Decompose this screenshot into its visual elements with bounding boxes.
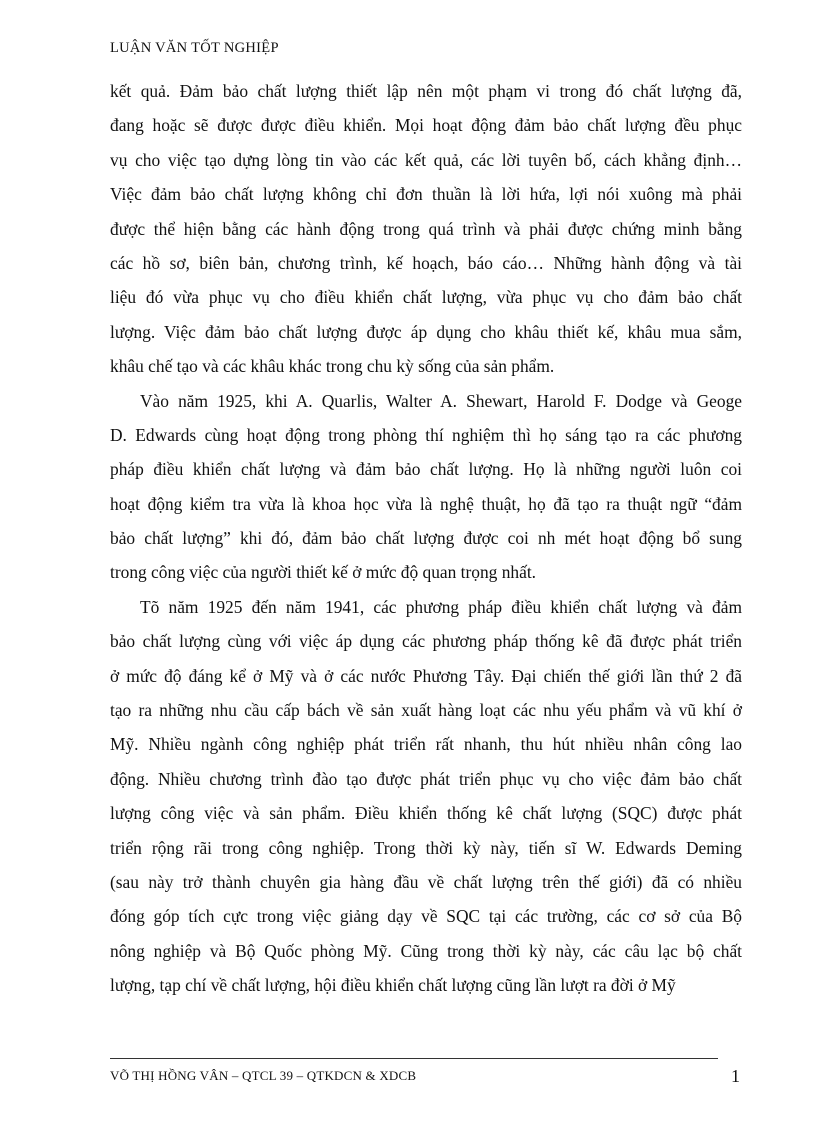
text-line: Mỹ. Nhiều ngành công nghiệp phát triển rất nhanh, thu hút nhiều nhân công lao — [110, 734, 742, 755]
text-line: (sau này trở thành chuyên gia hàng đầu về chất lượng trên thế giới) đã có nhiều — [110, 871, 742, 892]
text-line: khâu chế tạo và các khâu khác trong chu kỳ sống của sản phẩm. — [110, 356, 555, 377]
text-line: Vào năm 1925, khi A. Quarlis, Walter A. Shewart, Harold F. Dodge và Geoge — [140, 390, 742, 411]
text-line: lượng công việc và sản phẩm. Điều khiển thống kê chất lượng (SQC) được phát — [110, 803, 742, 824]
text-line: được thể hiện bằng các hành động trong quá trình và phải được chứng minh bằng — [110, 218, 742, 239]
footer-divider — [110, 1058, 718, 1059]
text-line: lượng, tạp chí về chất lượng, hội điều khiển chất lượng cũng lần lượt ra đời ở Mỹ — [110, 975, 676, 996]
text-line: lượng. Việc đảm bảo chất lượng được áp dụng cho khâu thiết kế, khâu mua sắm, — [110, 321, 742, 342]
text-line: tạo ra những nhu cầu cấp bách về sản xuất hàng loạt các nhu yếu phẩm và vũ khí ở — [110, 700, 742, 721]
text-line: đang hoặc sẽ được được điều khiển. Mọi hoạt động đảm bảo chất lượng đều phục — [110, 115, 742, 136]
text-line: bảo chất lượng cùng với việc áp dụng các phương pháp thống kê đã được phát triển — [110, 631, 742, 652]
paragraph-3 — [110, 590, 742, 1003]
text-line: D. Edwards cùng hoạt động trong phòng thí nghiệm thì họ sáng tạo ra các phương — [110, 424, 742, 445]
body-text — [110, 74, 742, 1003]
text-line: kết quả. Đảm bảo chất lượng thiết lập nên một phạm vi trong đó chất lượng đã, — [110, 81, 742, 101]
text-line: Việc đảm bảo chất lượng không chỉ đơn thuần là lời hứa, lợi nói xuông mà phải — [110, 184, 742, 205]
text-line: Tõ năm 1925 đến năm 1941, các phương pháp điều khiển chất lượng và đảm — [140, 596, 742, 617]
paragraph-1 — [110, 74, 742, 384]
text-line: liệu đó vừa phục vụ cho điều khiển chất lượng, vừa phục vụ cho đảm bảo chất — [110, 287, 742, 308]
text-line: trong công việc của người thiết kế ở mức độ quan trọng nhất. — [110, 562, 537, 583]
text-line: vụ cho việc tạo dựng lòng tin vào các kết quả, các lời tuyên bố, cách khẳng định… — [110, 149, 742, 170]
text-line: triển rộng rãi trong công nghiệp. Trong thời kỳ này, tiến sĩ W. Edwards Deming — [110, 837, 742, 858]
text-line: động. Nhiều chương trình đào tạo được phát triển phục vụ cho việc đảm bảo chất — [110, 768, 742, 789]
text-line: các hồ sơ, biên bản, chương trình, kế hoạch, báo cáo… Những hành động và tài — [110, 252, 742, 273]
paragraph-2 — [110, 384, 742, 590]
text-line: ở mức độ đáng kể ở Mỹ và ở các nước Phương Tây. Đại chiến thế giới lần thứ 2 đã — [110, 665, 742, 686]
page-number: 1 — [731, 1066, 740, 1086]
page-header-title: LUẬN VĂN TỐT NGHIỆP — [110, 40, 279, 56]
text-line: nông nghiệp và Bộ Quốc phòng Mỹ. Cũng trong thời kỳ này, các câu lạc bộ chất — [110, 940, 742, 961]
footer-author-line: VÕ THỊ HỒNG VÂN – QTCL 39 – QTKDCN & XDCB — [110, 1068, 417, 1083]
text-line: bảo chất lượng” khi đó, đảm bảo chất lượng được coi nh mét hoạt động bổ sung — [110, 528, 742, 549]
text-line: hoạt động kiểm tra vừa là khoa học vừa là nghệ thuật, họ đã tạo ra thuật ngữ “đảm — [110, 493, 742, 514]
text-line: đóng góp tích cực trong việc giảng dạy về SQC tại các trường, các cơ sở của Bộ — [110, 906, 742, 927]
text-line: pháp điều khiển chất lượng và đảm bảo chất lượng. Họ là những người luôn coi — [110, 459, 742, 480]
